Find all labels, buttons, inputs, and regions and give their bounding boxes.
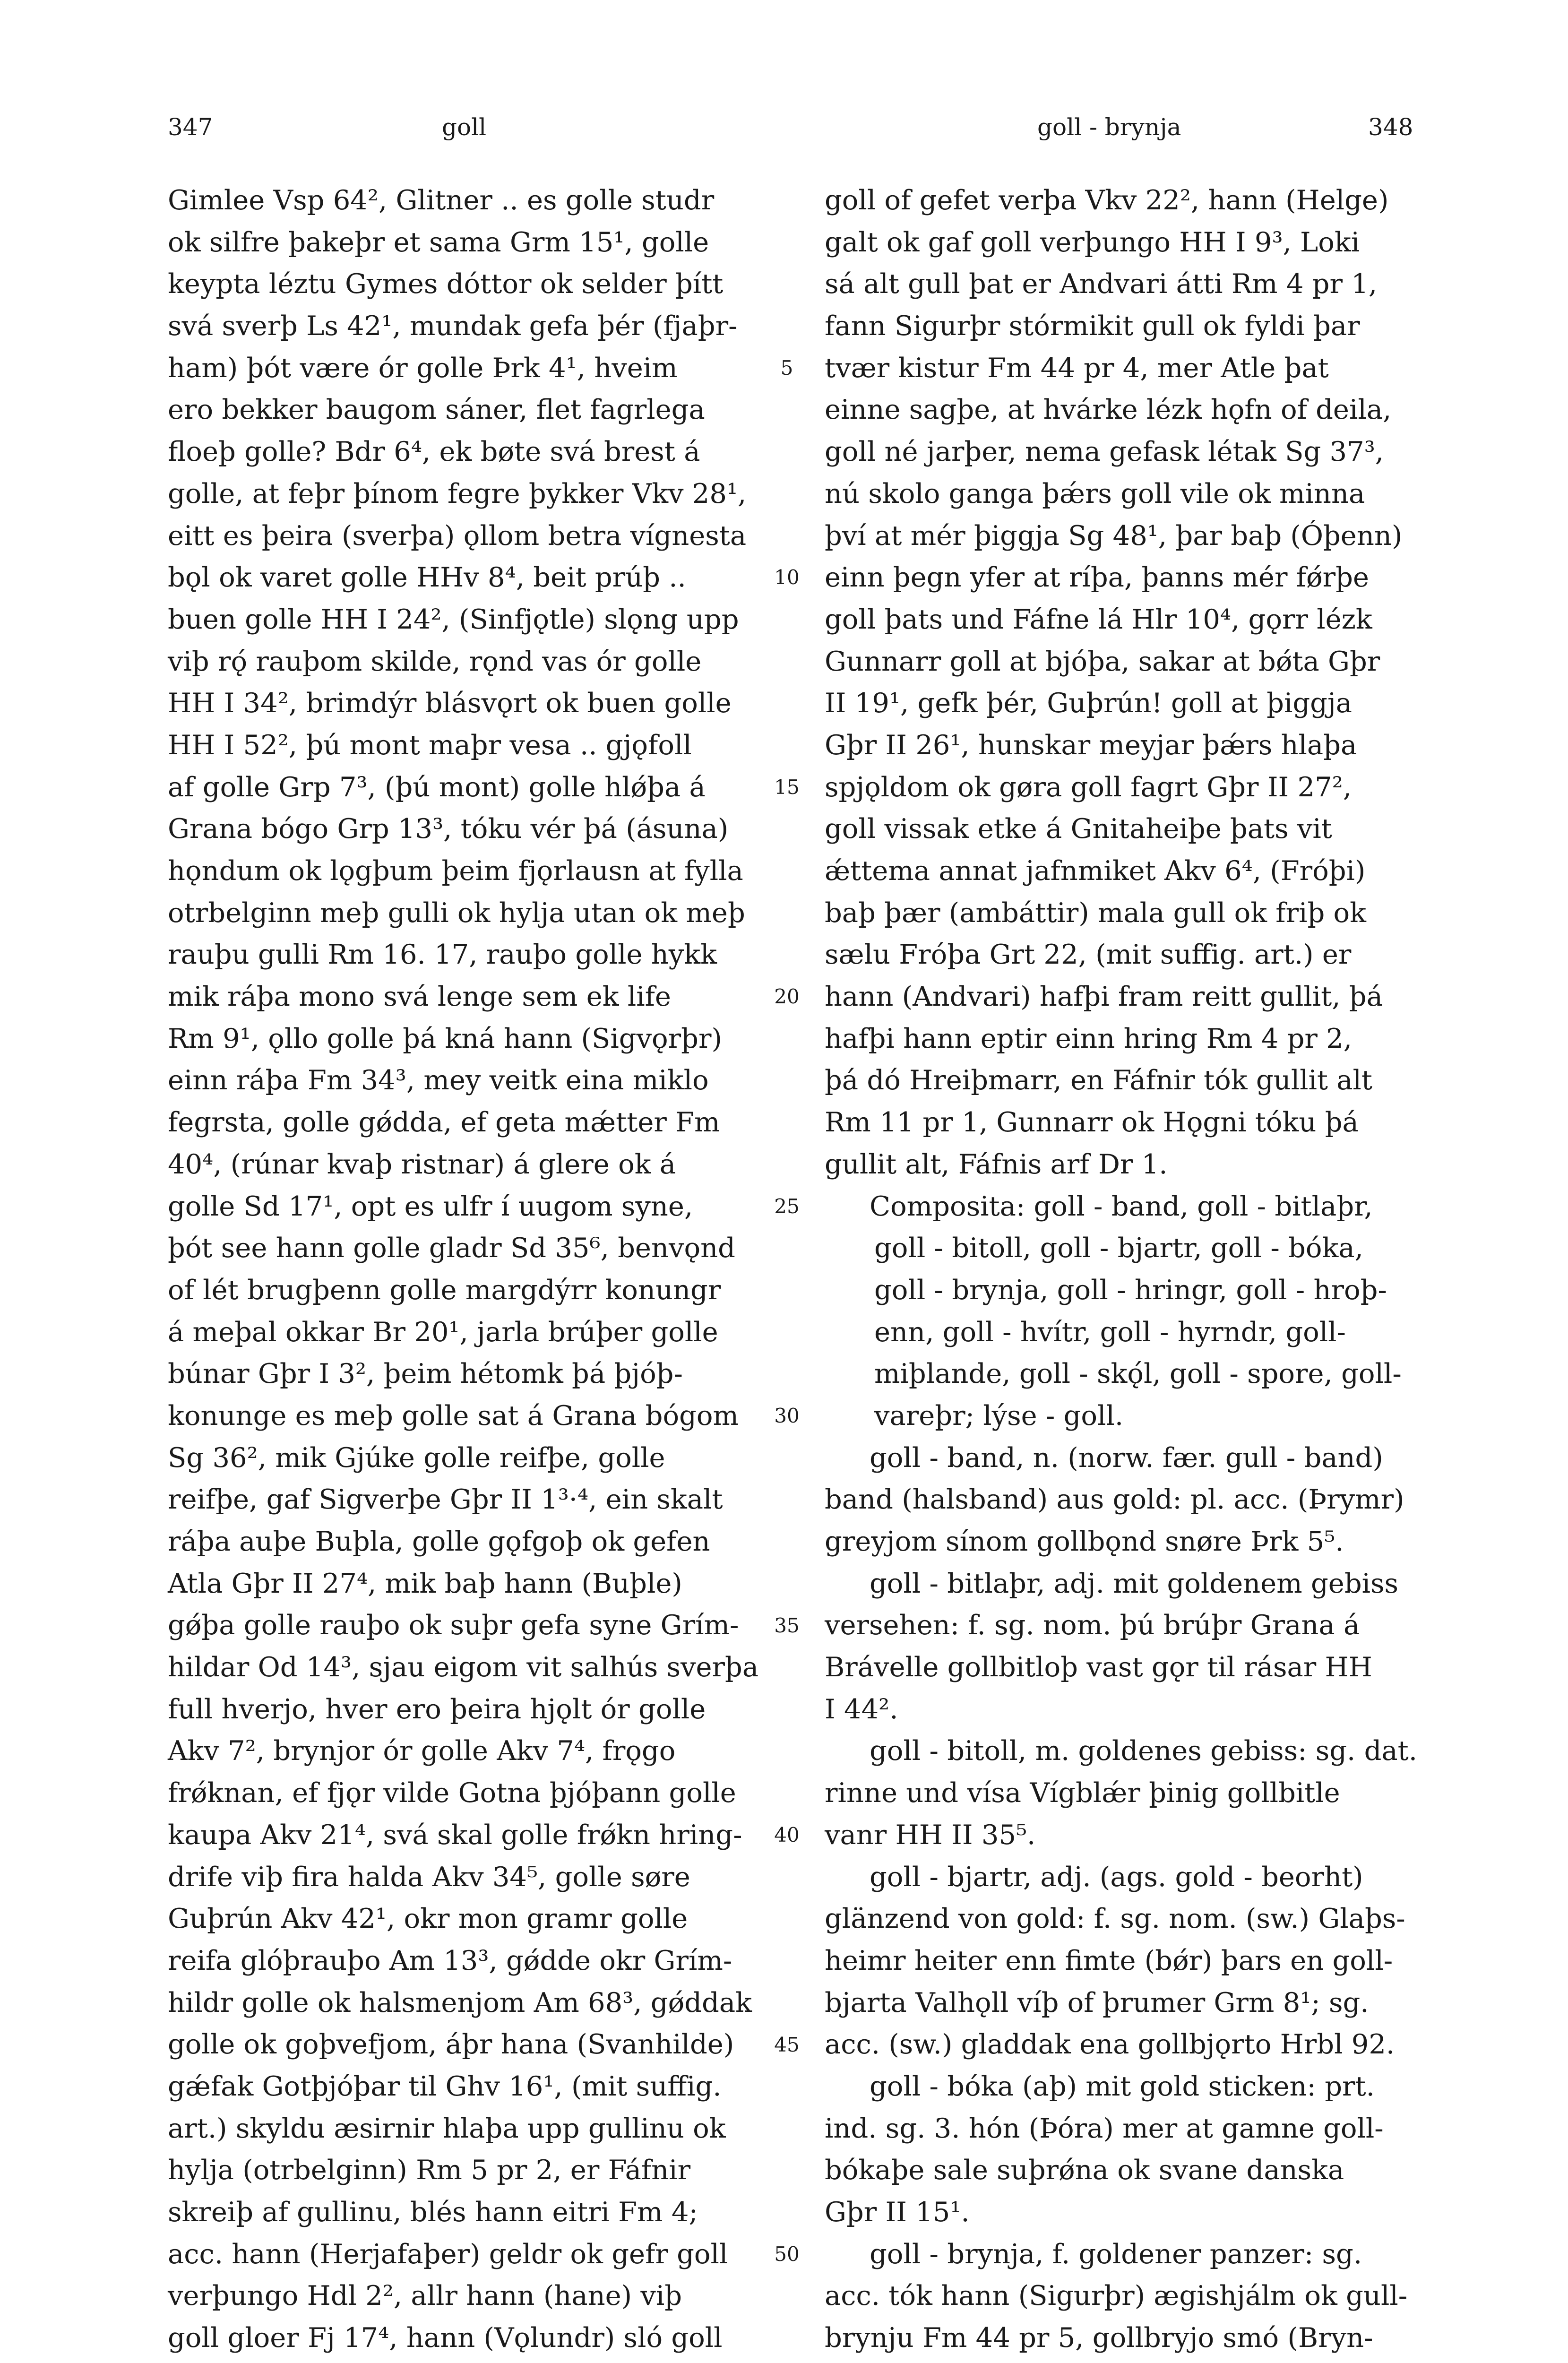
text-line: goll of gefet verþa Vkv 22², hann (Helge) <box>825 184 1389 216</box>
line-number: 35 <box>774 1613 800 1637</box>
text-line: acc. (sw.) gladdak ena gollbjǫrto Hrbl 92. <box>825 2028 1395 2061</box>
text-line: ind. sg. 3. hón (Þóra) mer at gamne goll- <box>825 2112 1384 2144</box>
text-line: vareþr; lýse - goll. <box>874 1399 1124 1432</box>
text-line: á meþal okkar Br 20¹, jarla brúþer golle <box>168 1316 718 1348</box>
text-line: bjarta Valhǫll víþ of þrumer Grm 8¹; sg. <box>825 1986 1369 2018</box>
text-line: baþ þær (ambáttir) mala gull ok friþ ok <box>825 897 1367 929</box>
page-number-left: 347 <box>168 113 213 141</box>
left-column <box>168 180 777 2363</box>
text-line: Gunnarr goll at bjóþa, sakar at bǿta Gþr <box>825 645 1380 677</box>
text-line: fegrsta, golle gǿdda, ef geta mǽtter Fm <box>168 1106 720 1138</box>
text-line: rinne und vísa Vígblǽr þinig gollbitle <box>825 1777 1340 1809</box>
text-line: Gimlee Vsp 64², Glitner .. es golle studr <box>168 184 715 216</box>
text-line: Grana bógo Grp 13³, tóku vér þá (ásuna) <box>168 813 729 845</box>
text-line: floeþ golle? Bdr 6⁴, ek bøte svá brest á <box>168 436 700 468</box>
text-line <box>168 2359 777 2363</box>
text-line: Gþr II 26¹, hunskar meyjar þǽrs hlaþa <box>825 729 1357 761</box>
text-line: Rm 9¹, ǫllo golle þá kná hann (Sigvǫrþr) <box>168 1022 722 1054</box>
line-number: 10 <box>774 566 800 589</box>
text-line: vanr HH II 35⁵. <box>825 1819 1036 1851</box>
text-line: konunge es meþ golle sat á Grana bógom <box>168 1399 739 1432</box>
text-line: Guþrún Akv 42¹, okr mon gramr golle <box>168 1903 688 1935</box>
text-line: sá alt gull þat er Andvari átti Rm 4 pr 1, <box>825 268 1378 300</box>
text-line: otrbelginn meþ gulli ok hylja utan ok meþ <box>168 897 745 929</box>
text-line: goll né jarþer, nema gefask létak Sg 37³, <box>825 436 1384 468</box>
text-line: bókaþe sale suþrǿna ok svane danska <box>825 2154 1344 2186</box>
text-line: gǿþa golle rauþo ok suþr gefa syne Grím- <box>168 1609 739 1641</box>
text-line: einn ráþa Fm 34³, mey veitk eina miklo <box>168 1064 709 1096</box>
text-line: einne sagþe, at hvárke lézk hǫfn of deila, <box>825 394 1392 426</box>
text-line: galt ok gaf goll verþungo HH I 9³, Loki <box>825 226 1360 258</box>
text-line: spjǫldom ok gøra goll fagrt Gþr II 27², <box>825 771 1352 803</box>
text-line: goll - bitoll, m. goldenes gebiss: sg. dat. <box>870 1735 1418 1767</box>
text-line: fann Sigurþr stórmikit gull ok fyldi þar <box>825 310 1360 342</box>
text-line: reifa glóþrauþo Am 13³, gǿdde okr Grím- <box>168 1944 732 1976</box>
text-line: drife viþ fira halda Akv 34⁵, golle søre <box>168 1861 690 1893</box>
text-line: miþlande, goll - skǫ́l, goll - spore, goll- <box>874 1358 1402 1390</box>
text-line: golle Sd 17¹, opt es ulfr í uugom syne, <box>168 1190 693 1222</box>
text-line: hildr golle ok halsmenjom Am 68³, gǿddak <box>168 1986 752 2018</box>
text-line: kaupa Akv 21⁴, svá skal golle frǿkn hring- <box>168 1819 742 1851</box>
text-line: Atla Gþr II 27⁴, mik baþ hann (Buþle) <box>168 1567 682 1599</box>
line-number: 15 <box>774 775 800 799</box>
text-line: búnar Gþr I 3², þeim hétomk þá þjóþ- <box>168 1358 683 1390</box>
text-line: þá dó Hreiþmarr, en Fáfnir tók gullit alt <box>825 1064 1373 1096</box>
headword-right: goll - brynja <box>1037 113 1181 141</box>
text-line: keypta léztu Gymes dóttor ok selder þítt <box>168 268 724 300</box>
line-number: 40 <box>774 1823 800 1847</box>
text-line: skreiþ af gullinu, blés hann eitri Fm 4; <box>168 2196 698 2228</box>
text-line: heimr heiter enn fimte (bǿr) þars en goll- <box>825 1944 1393 1976</box>
text-line: ham) þót være ór golle Þrk 4¹, hveim <box>168 352 678 384</box>
text-line: HH I 34², brimdýr blásvǫrt ok buen golle <box>168 687 732 719</box>
text-line: þót see hann golle gladr Sd 35⁶, benvǫnd <box>168 1232 735 1264</box>
text-line: goll - bóka (aþ) mit gold sticken: prt. <box>870 2070 1375 2102</box>
line-number: 20 <box>774 985 800 1009</box>
line-number: 30 <box>774 1404 800 1428</box>
text-line: goll gloer Fj 17⁴, hann (Vǫlundr) sló goll <box>168 2322 723 2354</box>
text-line: acc. tók hann (Sigurþr) ægishjálm ok gull- <box>825 2280 1408 2312</box>
text-line: svá sverþ Ls 42¹, mundak gefa þér (fjaþr- <box>168 310 738 342</box>
text-line: eitt es þeira (sverþa) ǫllom betra vígnesta <box>168 519 747 552</box>
text-line: af golle Grp 7³, (þú mont) golle hlǿþa á <box>168 771 706 803</box>
text-line: Sg 36², mik Gjúke golle reifþe, golle <box>168 1441 665 1474</box>
text-line: rauþu gulli Rm 16. 17, rauþo golle hykk <box>168 939 717 971</box>
text-line <box>825 2359 1434 2363</box>
text-line: golle ok goþvefjom, áþr hana (Svanhilde) <box>168 2028 734 2061</box>
text-line: HH I 52², þú mont maþr vesa .. gjǫfoll <box>168 729 692 761</box>
text-line: bǫl ok varet golle HHv 8⁴, beit prúþ .. <box>168 561 686 594</box>
headword-left: goll <box>442 113 487 141</box>
text-line: of lét brugþenn golle margdýrr konungr <box>168 1274 721 1306</box>
text-line: hylja (otrbelginn) Rm 5 pr 2, er Fáfnir <box>168 2154 691 2186</box>
text-line: verþungo Hdl 2², allr hann (hane) viþ <box>168 2280 682 2312</box>
text-line: brynju Fm 44 pr 5, gollbryjo smó (Bryn- <box>825 2322 1373 2354</box>
text-line: gǽfak Gotþjóþar til Ghv 16¹, (mit suffig. <box>168 2070 722 2102</box>
text-line: viþ rǫ́ rauþom skilde, rǫnd vas ór golle <box>168 645 702 677</box>
text-line: mik ráþa mono svá lenge sem ek life <box>168 981 671 1013</box>
line-number: 50 <box>774 2242 800 2266</box>
text-line: goll þats und Fáfne lá Hlr 10⁴, gǫrr lézk <box>825 603 1372 635</box>
line-number: 25 <box>774 1194 800 1218</box>
text-line: II 19¹, gefk þér, Guþrún! goll at þiggja <box>825 687 1353 719</box>
text-line: goll - band, n. (norw. fær. gull - band) <box>870 1441 1383 1474</box>
text-line: ero bekker baugom sáner, flet fagrlega <box>168 394 705 426</box>
text-line: Brávelle gollbitloþ vast gǫr til rásar HH <box>825 1651 1372 1683</box>
line-number: 5 <box>780 356 793 379</box>
text-line: einn þegn yfer at ríþa, þanns mér fǿrþe <box>825 561 1369 594</box>
text-line: 40⁴, (rúnar kvaþ ristnar) á glere ok á <box>168 1148 676 1180</box>
text-line: golle, at feþr þínom fegre þykker Vkv 28¹, <box>168 477 747 509</box>
text-line: acc. hann (Herjafaþer) geldr ok gefr goll <box>168 2238 728 2270</box>
text-line: því at mér þiggja Sg 48¹, þar baþ (Óþenn) <box>825 519 1403 552</box>
text-line: ok silfre þakeþr et sama Grm 15¹, golle <box>168 226 709 258</box>
text-line: gullit alt, Fáfnis arf Dr 1. <box>825 1148 1168 1180</box>
text-line: hann (Andvari) hafþi fram reitt gullit, þá <box>825 981 1383 1013</box>
text-line: band (halsband) aus gold: pl. acc. (Þrymr) <box>825 1483 1404 1516</box>
text-line: art.) skyldu æsirnir hlaþa upp gullinu ok <box>168 2112 726 2144</box>
text-line: tvær kistur Fm 44 pr 4, mer Atle þat <box>825 352 1329 384</box>
text-line: goll - brynja, goll - hringr, goll - hroþ- <box>874 1274 1387 1306</box>
text-line: enn, goll - hvítr, goll - hyrndr, goll- <box>874 1316 1346 1348</box>
text-line: hafþi hann eptir einn hring Rm 4 pr 2, <box>825 1022 1352 1054</box>
text-line: reifþe, gaf Sigverþe Gþr II 1³·⁴, ein skalt <box>168 1483 723 1516</box>
text-line: goll - bitoll, goll - bjartr, goll - bóka, <box>874 1232 1363 1264</box>
text-line: Rm 11 pr 1, Gunnarr ok Hǫgni tóku þá <box>825 1106 1359 1138</box>
text-line: nú skolo ganga þǽrs goll vile ok minna <box>825 477 1365 509</box>
text-line: hǫndum ok lǫgþum þeim fjǫrlausn at fylla <box>168 855 743 887</box>
text-line: frǿknan, ef fjǫr vilde Gotna þjóþann golle <box>168 1777 736 1809</box>
text-line: goll - brynja, f. goldener panzer: sg. <box>870 2238 1362 2270</box>
line-number: 45 <box>774 2033 800 2056</box>
text-line: goll vissak etke á Gnitaheiþe þats vit <box>825 813 1332 845</box>
page-number-right: 348 <box>1368 113 1413 141</box>
text-line: ǽttema annat jafnmiket Akv 6⁴, (Fróþi) <box>825 855 1366 887</box>
text-line: Composita: goll - band, goll - bitlaþr, <box>870 1190 1373 1222</box>
text-line: Gþr II 15¹. <box>825 2196 970 2228</box>
text-line: buen golle HH I 24², (Sinfjǫtle) slǫng upp <box>168 603 739 635</box>
text-line: sælu Fróþa Grt 22, (mit suffig. art.) er <box>825 939 1352 971</box>
text-line: I 44². <box>825 1693 898 1725</box>
running-header <box>0 113 1568 156</box>
text-line: ráþa auþe Buþla, golle gǫfgoþ ok gefen <box>168 1526 710 1557</box>
text-line: full hverjo, hver ero þeira hjǫlt ór golle <box>168 1693 706 1725</box>
text-line: versehen: f. sg. nom. þú brúþr Grana á <box>825 1609 1360 1641</box>
text-line: goll - bitlaþr, adj. mit goldenem gebiss <box>870 1567 1399 1599</box>
text-line: goll - bjartr, adj. (ags. gold - beorht) <box>870 1861 1363 1893</box>
text-line: Akv 7², brynjor ór golle Akv 7⁴, frǫgo <box>168 1735 676 1767</box>
text-line: glänzend von gold: f. sg. nom. (sw.) Glaþs- <box>825 1903 1405 1935</box>
text-line: greyjom sínom gollbǫnd snøre Þrk 5⁵. <box>825 1526 1344 1557</box>
text-line: hildar Od 14³, sjau eigom vit salhús sverþa <box>168 1651 759 1683</box>
right-column <box>825 180 1434 2363</box>
